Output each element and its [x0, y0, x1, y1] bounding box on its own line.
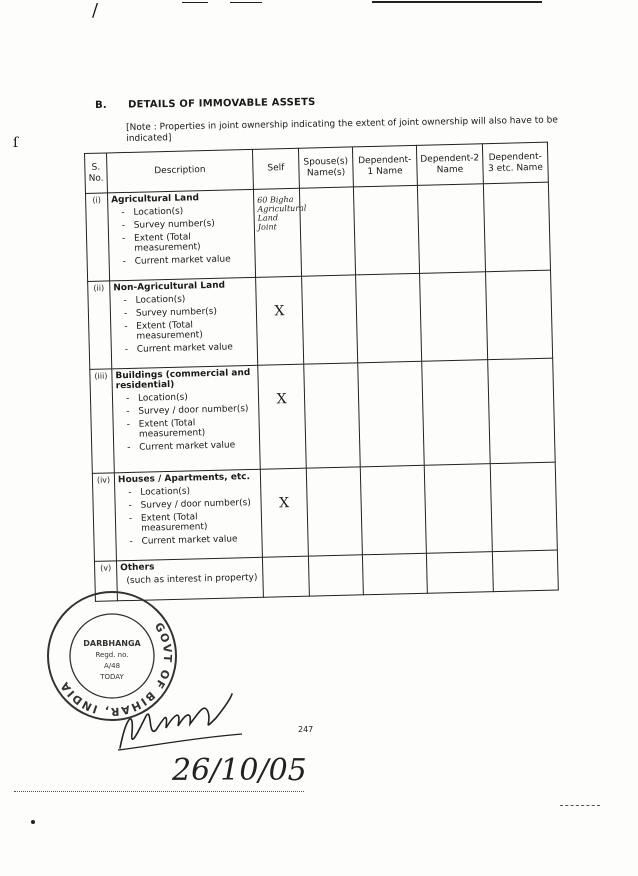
row-item: - Extent (Total measurement)	[124, 319, 253, 342]
row-sno: (ii)	[88, 281, 112, 370]
row-spouse-cell	[299, 187, 355, 276]
row-dependent-1-cell	[356, 273, 422, 363]
note-text: [Note : Properties in joint ownership indicating the extent of joint ownership will also have to be indicated]	[126, 115, 558, 144]
scan-mark-left: /	[92, 0, 99, 21]
row-sno: (iii)	[90, 369, 115, 474]
row-item: - Survey / door number(s)	[129, 498, 258, 511]
row-item: - Current market value	[123, 254, 252, 267]
row-dependent-1-cell	[360, 465, 426, 555]
header-dependent-3: Dependent-3 etc. Name	[482, 142, 548, 184]
header-dependent-2: Dependent-2 Name	[416, 144, 483, 186]
row-category: Non-Agricultural Land	[113, 280, 226, 294]
row-item: - Survey number(s)	[122, 218, 251, 231]
row-self-value: X	[256, 276, 304, 365]
row-item: - Location(s)	[126, 391, 255, 404]
row-dependent-3-cell	[488, 358, 556, 464]
header-self: Self	[252, 148, 299, 189]
row-description	[112, 365, 260, 473]
seal-line-4: TODAY	[100, 673, 124, 681]
row-spouse-cell	[308, 555, 363, 596]
row-sno: (iv)	[92, 473, 116, 562]
row-dependent-2-cell	[420, 272, 488, 362]
row-description	[114, 469, 262, 561]
row-item: - Location(s)	[124, 293, 253, 306]
row-dependent-3-cell	[492, 550, 558, 592]
row-dependent-3-cell	[486, 270, 553, 360]
section-heading	[95, 97, 316, 111]
row-dependent-2-cell	[424, 464, 492, 554]
row-self-value	[262, 556, 309, 597]
seal-outer-text: GOVT OF BIHAR, INDIA	[57, 620, 175, 719]
row-item: - Current market value	[127, 440, 256, 453]
section-title: DETAILS OF IMMOVABLE ASSETS	[127, 96, 316, 111]
row-category: Others	[120, 562, 155, 574]
row-dependent-1-cell	[353, 185, 419, 275]
row-item: - Extent (Total measurement)	[129, 511, 258, 534]
scan-line-2	[230, 2, 262, 3]
row-item: - Current market value	[129, 534, 258, 547]
row-sno: (v)	[94, 561, 117, 602]
section-number: B.	[95, 99, 107, 111]
table-row	[92, 462, 557, 561]
margin-mark: ſ	[13, 135, 19, 151]
scan-dotted-line	[14, 791, 304, 792]
table-row	[85, 182, 550, 281]
row-item: - Extent (Total measurement)	[127, 417, 256, 440]
row-dependent-3-cell	[483, 182, 550, 272]
seal-line-3: A/48	[103, 662, 121, 670]
seal-line-1: DARBHANGA	[83, 639, 141, 648]
row-spouse-cell	[302, 275, 358, 364]
header-spouse: Spouse(s) Name(s)	[298, 147, 353, 188]
row-dependent-2-cell	[417, 184, 485, 274]
scan-dash-right	[560, 805, 600, 806]
row-category: Buildings (commercial and residential)	[115, 368, 251, 392]
row-category: Agricultural Land	[111, 193, 200, 206]
row-category: Houses / Apartments, etc.	[117, 472, 251, 486]
row-item: - Current market value	[125, 342, 254, 355]
row-sno: (i)	[85, 193, 109, 282]
row-spouse-cell	[304, 363, 361, 468]
signature-date: 26/10/05	[172, 753, 307, 788]
scan-speck	[31, 820, 35, 824]
row-self-value: X	[260, 468, 308, 557]
row-description	[110, 277, 258, 369]
immovable-assets-table	[84, 142, 558, 601]
table-row	[88, 270, 553, 369]
row-spouse-cell	[306, 467, 362, 556]
row-item: - Survey number(s)	[124, 306, 253, 319]
row-self-value: 60 Bigha Agricultural Land Joint	[253, 188, 301, 277]
table-row	[90, 358, 555, 473]
header-sno: S. No.	[85, 153, 108, 194]
row-dependent-2-cell	[426, 552, 493, 594]
handwritten-signature	[112, 688, 332, 788]
row-description	[107, 189, 255, 281]
row-item: - Extent (Total measurement)	[122, 231, 251, 254]
row-item: - Survey / door number(s)	[126, 404, 255, 417]
row-item: - Location(s)	[121, 205, 250, 218]
row-dependent-3-cell	[490, 462, 557, 552]
row-item: (such as interest in property)	[126, 572, 258, 587]
row-self-value: X	[258, 364, 307, 469]
row-dependent-1-cell	[358, 361, 425, 467]
header-dependent-1: Dependent-1 Name	[352, 145, 417, 187]
row-item: - Location(s)	[128, 485, 257, 498]
scan-line-1	[182, 2, 208, 3]
row-dependent-2-cell	[422, 360, 491, 466]
row-dependent-1-cell	[362, 553, 427, 595]
header-description: Description	[107, 149, 254, 193]
page-number: 247	[298, 725, 314, 734]
seal-line-2: Regd. no.	[95, 651, 129, 659]
scan-line-3	[372, 1, 542, 3]
